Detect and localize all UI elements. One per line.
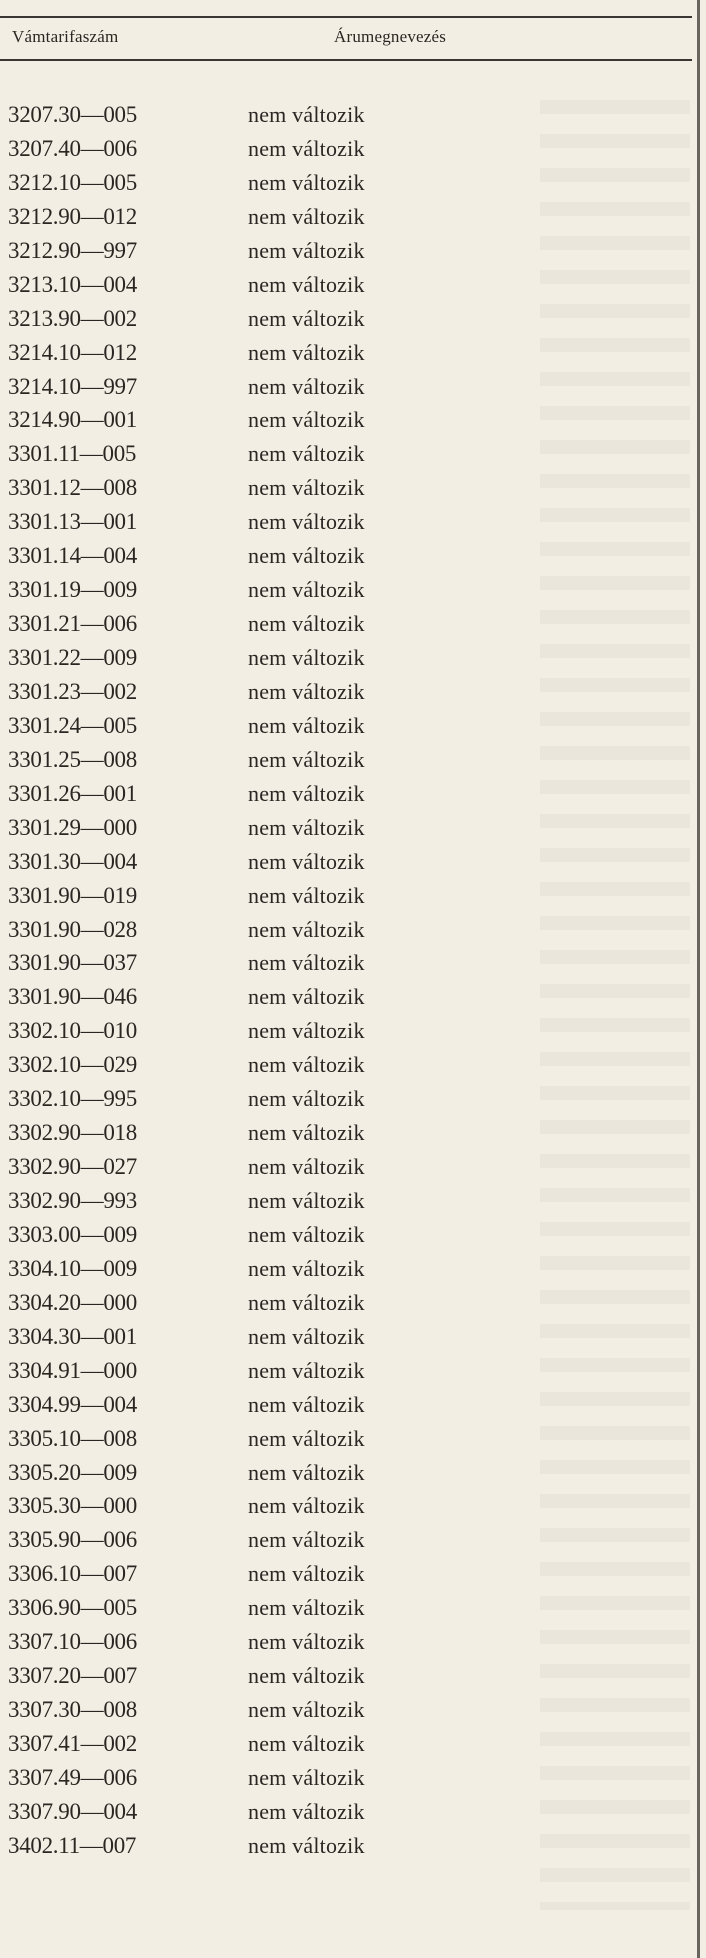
tariff-code-cell: 3304.30—001 (8, 1323, 137, 1349)
description-cell: nem változik (248, 1391, 365, 1417)
tariff-code-cell: 3301.23—002 (8, 678, 137, 704)
description-cell: nem változik (248, 1052, 365, 1078)
description-cell: nem változik (248, 814, 365, 840)
table-row (0, 234, 692, 268)
tariff-code-cell: 3302.90—018 (8, 1120, 137, 1146)
tariff-code-cell: 3302.10—010 (8, 1018, 137, 1044)
table-row (0, 913, 692, 947)
description-cell: nem változik (248, 780, 365, 806)
table-row (0, 1354, 692, 1388)
table-row (0, 1014, 692, 1048)
tariff-code-cell: 3301.19—009 (8, 577, 137, 603)
table-row (0, 302, 692, 336)
tariff-code-cell: 3301.24—005 (8, 712, 137, 738)
description-cell: nem változik (248, 1357, 365, 1383)
description-cell: nem változik (248, 611, 365, 637)
description-cell: nem változik (248, 1018, 365, 1044)
description-cell: nem változik (248, 916, 365, 942)
tariff-code-cell: 3212.10—005 (8, 169, 137, 195)
description-cell: nem változik (248, 1629, 365, 1655)
table-row (0, 1388, 692, 1422)
tariff-code-cell: 3307.20—007 (8, 1663, 137, 1689)
tariff-code-cell: 3302.90—993 (8, 1188, 137, 1213)
tariff-code-cell: 3307.49—006 (8, 1764, 137, 1790)
table-row (0, 132, 692, 166)
tariff-code-cell: 3304.91—000 (8, 1357, 137, 1383)
description-cell: nem változik (248, 1561, 365, 1587)
tariff-code-cell: 3306.10—007 (8, 1561, 137, 1587)
tariff-code-cell: 3207.40—006 (8, 135, 137, 161)
table-row (0, 1591, 692, 1625)
tariff-code-cell: 3304.20—000 (8, 1289, 137, 1315)
tariff-code-cell: 3306.90—005 (8, 1595, 137, 1621)
tariff-code-cell: 3301.11—005 (8, 441, 137, 467)
table-row (0, 743, 692, 777)
description-cell: nem változik (248, 1764, 365, 1790)
description-cell: nem változik (248, 1221, 365, 1247)
table-row (0, 811, 692, 845)
tariff-code-cell: 3301.30—004 (8, 848, 137, 874)
table-row (0, 845, 692, 879)
header-bottom-rule (0, 59, 692, 61)
tariff-code-cell: 3212.90—012 (8, 203, 137, 229)
table-row (0, 709, 692, 743)
tariff-code-cell: 3301.22—009 (8, 645, 137, 670)
tariff-code-cell: 3307.41—002 (8, 1731, 137, 1756)
description-cell: nem változik (248, 1663, 365, 1689)
page-edge-rule (697, 0, 700, 1958)
description-cell: nem változik (248, 102, 365, 127)
tariff-code-cell: 3212.90—997 (8, 237, 137, 263)
description-cell: nem változik (248, 1527, 365, 1553)
tariff-code-cell: 3301.14—004 (8, 543, 137, 569)
tariff-code-cell: 3302.10—029 (8, 1052, 137, 1078)
table-row (0, 1082, 692, 1116)
table-row (0, 573, 692, 607)
description-cell: nem változik (248, 1731, 365, 1756)
tariff-code-cell: 3207.30—005 (8, 102, 137, 127)
description-cell: nem változik (248, 373, 365, 399)
table-row (0, 1659, 692, 1693)
table-row (0, 675, 692, 709)
description-cell: nem változik (248, 407, 365, 433)
table-row (0, 1523, 692, 1557)
table-row (0, 641, 692, 675)
table-row (0, 1761, 692, 1795)
table-row (0, 879, 692, 913)
description-cell: nem változik (248, 712, 365, 738)
table-row (0, 1456, 692, 1490)
table-row (0, 505, 692, 539)
description-cell: nem változik (248, 1188, 365, 1213)
tariff-code-cell: 3214.10—997 (8, 373, 137, 399)
table-row (0, 980, 692, 1014)
tariff-code-cell: 3301.26—001 (8, 780, 137, 806)
tariff-code-cell: 3301.29—000 (8, 814, 137, 840)
tariff-code-cell: 3307.30—008 (8, 1697, 137, 1723)
description-cell: nem változik (248, 203, 365, 229)
table-row (0, 607, 692, 641)
table-row (0, 1422, 692, 1456)
description-cell: nem változik (248, 848, 365, 874)
tariff-code-cell: 3302.90—027 (8, 1154, 137, 1180)
description-cell: nem változik (248, 1493, 365, 1519)
tariff-code-cell: 3302.10—995 (8, 1086, 137, 1112)
tariff-code-cell: 3305.30—000 (8, 1493, 137, 1519)
tariff-code-cell: 3305.90—006 (8, 1527, 137, 1553)
description-cell: nem változik (248, 678, 365, 704)
table-row (0, 777, 692, 811)
description-cell: nem változik (248, 1289, 365, 1315)
description-cell: nem változik (248, 1120, 365, 1146)
tariff-code-cell: 3304.10—009 (8, 1255, 137, 1281)
description-cell: nem változik (248, 1697, 365, 1723)
table-row (0, 1252, 692, 1286)
table-row (0, 1286, 692, 1320)
table-row (0, 1048, 692, 1082)
table-row (0, 1116, 692, 1150)
description-cell: nem változik (248, 1255, 365, 1281)
table-row (0, 370, 692, 404)
tariff-code-cell: 3213.90—002 (8, 305, 137, 331)
description-cell: nem változik (248, 237, 365, 263)
table-row (0, 1829, 692, 1863)
table-row (0, 268, 692, 302)
tariff-code-cell: 3301.90—037 (8, 950, 137, 976)
description-cell: nem változik (248, 169, 365, 195)
tariff-code-cell: 3301.25—008 (8, 746, 137, 772)
table-row (0, 166, 692, 200)
tariff-code-cell: 3301.21—006 (8, 611, 137, 637)
table-row (0, 1727, 692, 1761)
description-cell: nem változik (248, 984, 365, 1010)
header-top-rule (0, 16, 692, 18)
tariff-code-cell: 3303.00—009 (8, 1221, 137, 1247)
description-cell: nem változik (248, 1832, 365, 1858)
table-row (0, 1489, 692, 1523)
table-row (0, 1795, 692, 1829)
description-cell: nem változik (248, 271, 365, 297)
table-row (0, 336, 692, 370)
description-cell: nem változik (248, 746, 365, 772)
column-header-description: Árumegnevezés (334, 27, 447, 46)
table-row (0, 1150, 692, 1184)
description-cell: nem változik (248, 577, 365, 603)
description-cell: nem változik (248, 509, 365, 535)
tariff-code-cell: 3301.90—019 (8, 882, 137, 908)
tariff-code-cell: 3301.90—028 (8, 916, 137, 942)
table-row (0, 98, 692, 132)
description-cell: nem változik (248, 339, 365, 365)
description-cell: nem változik (248, 475, 365, 501)
tariff-code-cell: 3214.10—012 (8, 339, 137, 365)
tariff-code-cell: 3305.20—009 (8, 1459, 137, 1485)
table-row (0, 403, 692, 437)
description-cell: nem változik (248, 543, 365, 569)
description-cell: nem változik (248, 1154, 365, 1180)
table-row (0, 539, 692, 573)
description-cell: nem változik (248, 441, 365, 467)
tariff-code-cell: 3301.90—046 (8, 984, 137, 1010)
table-row (0, 1625, 692, 1659)
tariff-code-cell: 3307.10—006 (8, 1629, 137, 1655)
description-cell: nem változik (248, 1595, 365, 1621)
tariff-code-cell: 3307.90—004 (8, 1798, 137, 1824)
table-row (0, 1218, 692, 1252)
tariff-code-cell: 3301.12—008 (8, 475, 137, 501)
tariff-table-body (0, 98, 692, 1863)
table-row (0, 1557, 692, 1591)
description-cell: nem változik (248, 1459, 365, 1485)
table-row (0, 1693, 692, 1727)
table-row (0, 471, 692, 505)
description-cell: nem változik (248, 305, 365, 331)
description-cell: nem változik (248, 1425, 365, 1451)
description-cell: nem változik (248, 135, 365, 161)
description-cell: nem változik (248, 1798, 365, 1824)
description-cell: nem változik (248, 645, 365, 670)
table-row (0, 1184, 692, 1218)
tariff-code-cell: 3305.10—008 (8, 1425, 137, 1451)
tariff-code-cell: 3304.99—004 (8, 1391, 137, 1417)
description-cell: nem változik (248, 950, 365, 976)
tariff-code-cell: 3214.90—001 (8, 407, 137, 433)
tariff-code-cell: 3402.11—007 (8, 1832, 137, 1858)
tariff-code-cell: 3213.10—004 (8, 271, 137, 297)
table-row (0, 946, 692, 980)
table-row (0, 200, 692, 234)
tariff-code-cell: 3301.13—001 (8, 509, 137, 535)
description-cell: nem változik (248, 882, 365, 908)
column-header-code: Vámtarifaszám (12, 27, 119, 46)
table-row (0, 1320, 692, 1354)
description-cell: nem változik (248, 1323, 365, 1349)
description-cell: nem változik (248, 1086, 365, 1112)
table-row (0, 437, 692, 471)
